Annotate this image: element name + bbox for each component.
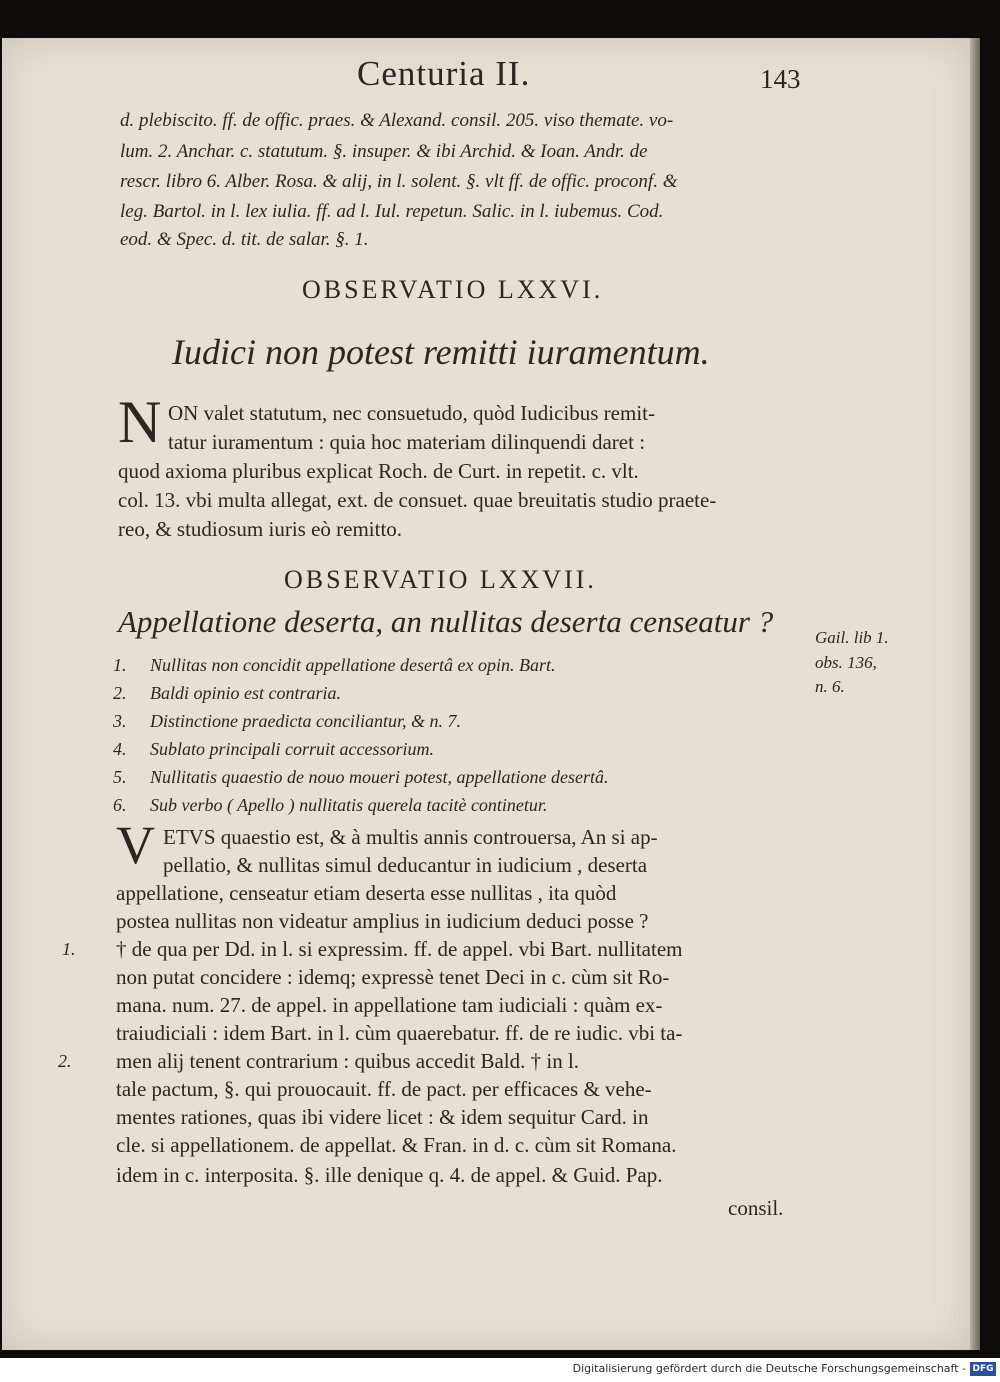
text-line: men alij tenent contrarium : quibus accedit Bald. † in l. xyxy=(116,1049,580,1073)
section-heading: OBSERVATIO LXXVII. xyxy=(284,565,597,594)
text-line: ETVS quaestio est, & à multis annis controuersa, An si ap- xyxy=(163,825,658,849)
margin-note: n. 6. xyxy=(815,677,845,696)
footer-bar xyxy=(0,1358,1000,1382)
summary-item: Baldi opinio est contraria. xyxy=(150,683,341,703)
margin-note: Gail. lib 1. xyxy=(815,628,889,647)
text-line: pellatio, & nullitas simul deducantur in iudicium , deserta xyxy=(163,853,648,877)
margin-note: obs. 136, xyxy=(815,653,877,672)
margin-marker: 2. xyxy=(58,1051,72,1071)
text-line: col. 13. vbi multa allegat, ext. de consuet. quae breuitatis studio praete- xyxy=(118,488,717,512)
summary-number: 6. xyxy=(113,795,127,815)
summary-number: 3. xyxy=(113,711,127,731)
summary-number: 1. xyxy=(113,655,127,675)
text-line: ON valet statutum, nec consuetudo, quòd Iudicibus remit- xyxy=(168,401,655,425)
text-line: † de qua per Dd. in l. si expressim. ff. de appel. vbi Bart. nullitatem xyxy=(116,937,683,961)
summary-number: 2. xyxy=(113,683,127,703)
text-line: rescr. libro 6. Alber. Rosa. & alij, in l. solent. §. vlt ff. de offic. proconf. & xyxy=(120,171,678,192)
text-line: leg. Bartol. in l. lex iulia. ff. ad l. Iul. repetun. Salic. in l. iubemus. Cod. xyxy=(120,201,664,222)
text-line: reo, & studiosum iuris eò remitto. xyxy=(118,517,403,541)
dfg-logo: DFG xyxy=(970,1362,996,1376)
summary-item: Sublato principali corruit accessorium. xyxy=(150,739,434,759)
drop-cap: N xyxy=(118,389,162,455)
text-line: idem in c. interposita. §. ille denique q. 4. de appel. & Guid. Pap. xyxy=(116,1163,663,1187)
text-line: lum. 2. Anchar. c. statutum. §. insuper. & ibi Archid. & Ioan. Andr. de xyxy=(120,141,648,162)
section-title: Iudici non potest remitti iuramentum. xyxy=(172,332,710,372)
drop-cap: V xyxy=(116,815,155,875)
summary-number: 5. xyxy=(113,767,127,787)
text-line: traiudiciali : idem Bart. in l. cùm quaerebatur. ff. de re iudic. vbi ta- xyxy=(116,1021,683,1045)
text-line: mana. num. 27. de appel. in appellatione tam iudiciali : quàm ex- xyxy=(116,993,663,1017)
summary-item: Nullitas non concidit appellatione desertâ ex opin. Bart. xyxy=(150,655,556,675)
footer-credit: Digitalisierung gefördert durch die Deutsche Forschungsgemeinschaft - xyxy=(572,1362,966,1375)
margin-marker: 1. xyxy=(62,939,76,959)
section-title: Appellatione deserta, an nullitas deserta censeatur ? xyxy=(118,604,774,639)
text-line: tale pactum, §. qui prouocauit. ff. de pact. per efficaces & vehe- xyxy=(116,1077,652,1101)
page-edge xyxy=(970,38,980,1350)
text-line: d. plebiscito. ff. de offic. praes. & Alexand. consil. 205. viso themate. vo- xyxy=(120,110,674,131)
running-title: Centuria II. xyxy=(357,54,531,93)
text-line: appellatione, censeatur etiam deserta esse nullitas , ita quòd xyxy=(116,881,617,905)
section-heading: OBSERVATIO LXXVI. xyxy=(302,275,604,304)
text-line: eod. & Spec. d. tit. de salar. §. 1. xyxy=(120,229,369,250)
text-line: non putat concidere : idemq; expressè tenet Deci in c. cùm sit Ro- xyxy=(116,965,670,989)
text-line: cle. si appellationem. de appellat. & Fran. in d. c. cùm sit Romana. xyxy=(116,1133,677,1157)
summary-number: 4. xyxy=(113,739,127,759)
text-line: quod axioma pluribus explicat Roch. de Curt. in repetit. c. vlt. xyxy=(118,459,639,483)
text-line: postea nullitas non videatur amplius in iudicium deduci posse ? xyxy=(116,909,649,933)
text-line: mentes rationes, quas ibi videre licet : & idem sequitur Card. in xyxy=(116,1105,649,1129)
text-line: tatur iuramentum : quia hoc materiam dilinquendi daret : xyxy=(168,430,646,454)
catchword: consil. xyxy=(728,1196,784,1220)
page-number: 143 xyxy=(760,64,801,94)
summary-item: Sub verbo ( Apello ) nullitatis querela tacitè continetur. xyxy=(150,795,548,815)
summary-item: Distinctione praedicta conciliantur, & n. 7. xyxy=(150,711,461,731)
summary-item: Nullitatis quaestio de nouo moueri potest, appellatione desertâ. xyxy=(150,767,609,787)
